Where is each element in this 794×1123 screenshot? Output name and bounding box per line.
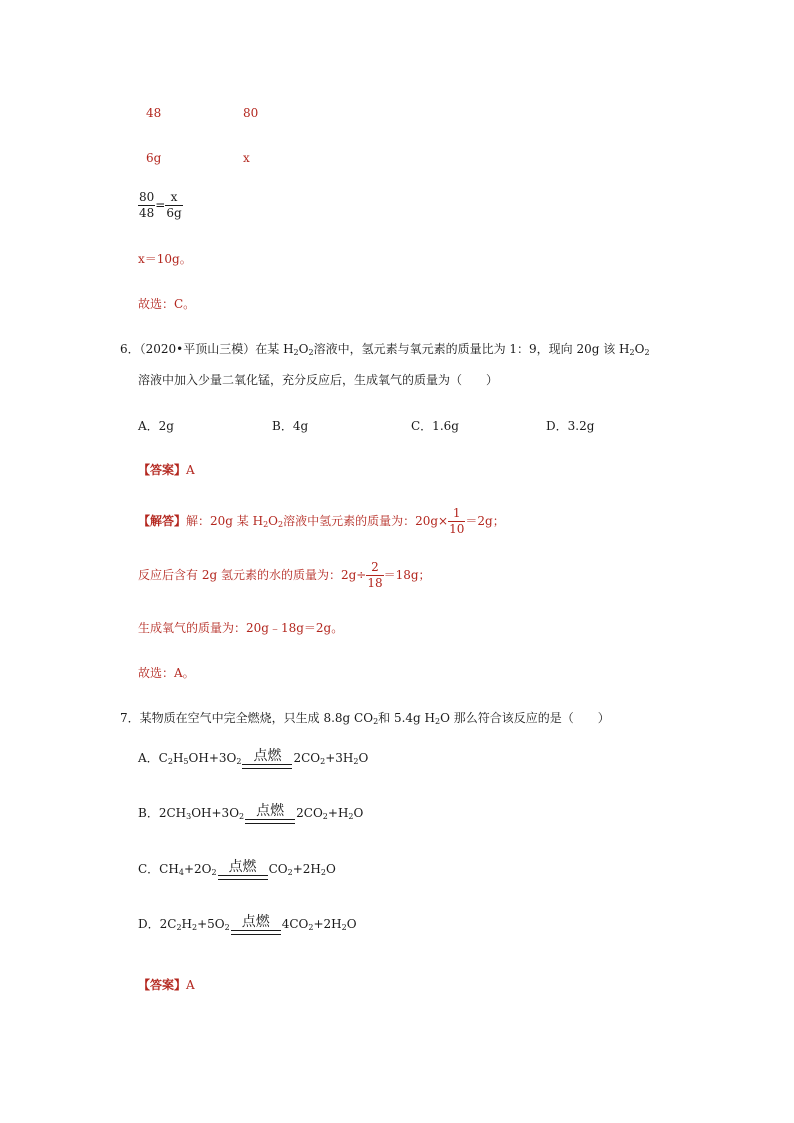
q6-stem-line2: 溶液中加入少量二氧化锰，充分反应后，生成氧气的质量为（ ）	[138, 373, 499, 387]
q7-answer: 【答案】A	[138, 978, 195, 992]
q6-choose: 故选：A。	[138, 666, 195, 680]
reaction-arrow: 点燃	[231, 914, 281, 935]
x-result: x＝10g。	[138, 252, 192, 266]
q6-option-d: D．3.2g	[546, 419, 595, 433]
q7-option-d: D．$2C_2H_2+5O_2$ 点燃 $4CO_2+2H_2O$	[138, 914, 357, 935]
q6-stem-line1: 6．（2020•平顶山三模）在某 $H_2O_2$溶液中，氢元素与氧元素的质量比为 1：9，现向 20g 该 $H_2O_2$	[120, 342, 650, 357]
q6-option-c: C．1.6g	[411, 419, 459, 433]
q7-option-b: B．$2CH_3OH+3O_2$ 点燃 $2CO_2+H_2O$	[138, 803, 363, 824]
q6-option-b: B．4g	[272, 419, 309, 433]
mass-6g: 6g	[146, 151, 162, 165]
q6-answer: 【答案】A	[138, 463, 195, 477]
reaction-arrow: 点燃	[218, 859, 268, 880]
q6-option-a: A．2g	[138, 419, 174, 433]
mass-80: 80	[243, 106, 259, 120]
reaction-arrow: 点燃	[242, 748, 292, 769]
q6-solution-line1: 【解答】解：20g 某 $H_2O_2$溶液中氢元素的质量为：20g× $\frac{1}{10}$ ＝2g；	[138, 506, 505, 536]
proportion-equation: $\frac{80}{48}$ = $\frac{x}{6g}$	[139, 190, 182, 220]
q7-stem: 7．某物质在空气中完全燃烧，只生成 8.8g $CO_2$和 5.4g $H_2O$ 那么符合该反应的是（ ）	[120, 711, 610, 726]
q6-solution-line2: 反应后含有 2g 氢元素的水的质量为：2g÷ $\frac{2}{18}$ ＝18g；	[138, 560, 431, 590]
mass-x: x	[243, 151, 250, 165]
q7-option-c: C．$CH_4+2O_2$ 点燃 $CO_2+2H_2O$	[138, 859, 336, 880]
q6-solution-line3: 生成氧气的质量为：20g﹣18g＝2g。	[138, 621, 344, 635]
mass-48: 48	[146, 106, 162, 120]
choose-c: 故选：C。	[138, 297, 196, 311]
q7-option-a: A．$C_2H_5OH+3O_2$ 点燃 $2CO_2+3H_2O$	[138, 748, 368, 769]
reaction-arrow: 点燃	[245, 803, 295, 824]
